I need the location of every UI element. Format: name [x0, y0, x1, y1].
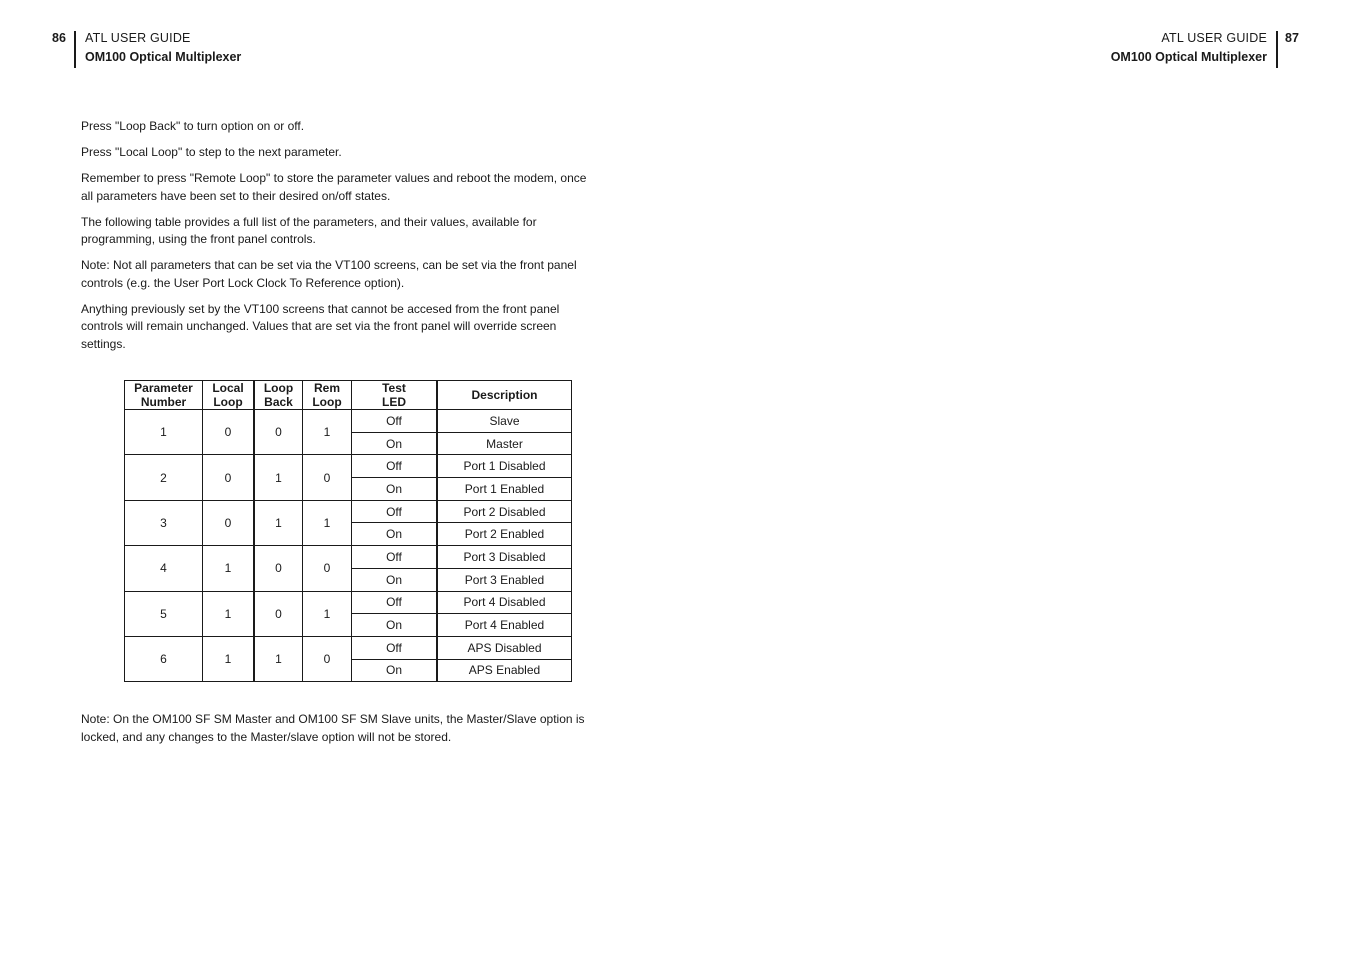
header-rem-loop: Rem Loop: [303, 381, 352, 410]
cell-test-led: On: [352, 432, 438, 455]
cell-rem-loop: 1: [303, 591, 352, 636]
table-row: [125, 546, 572, 569]
cell-description: Port 1 Enabled: [437, 478, 572, 501]
paragraph-local-loop: Press "Local Loop" to step to the next parameter.: [81, 145, 342, 159]
cell-description: Port 4 Disabled: [437, 591, 572, 614]
cell-test-led: On: [352, 478, 438, 501]
cell-description: Port 2 Disabled: [437, 500, 572, 523]
header-description: Description: [437, 381, 572, 410]
cell-parameter-number: 5: [125, 591, 203, 636]
header-loop-back: Loop Back: [254, 381, 303, 410]
cell-description: Port 1 Disabled: [437, 455, 572, 478]
header-test-led: Test LED: [352, 381, 438, 410]
cell-local-loop: 1: [203, 546, 255, 591]
table-row: [125, 636, 572, 659]
cell-test-led: Off: [352, 410, 438, 433]
cell-local-loop: 1: [203, 591, 255, 636]
cell-description: APS Enabled: [437, 659, 572, 682]
body-text: [81, 118, 593, 362]
table-row: [125, 455, 572, 478]
header-parameter-number: Parameter Number: [125, 381, 203, 410]
table-header-row: [125, 381, 572, 410]
cell-test-led: On: [352, 614, 438, 637]
cell-local-loop: 0: [203, 455, 255, 500]
cell-loop-back: 1: [254, 455, 303, 500]
cell-test-led: On: [352, 523, 438, 546]
table-row: [125, 410, 572, 433]
header-local-loop: Local Loop: [203, 381, 255, 410]
paragraph-table-intro: The following table provides a full list of the parameters, and their values, available for programming, using the front panel controls.: [81, 214, 537, 246]
cell-test-led: On: [352, 659, 438, 682]
cell-test-led: Off: [352, 636, 438, 659]
paragraph-note-vt100: Note: Not all parameters that can be set via the VT100 screens, can be set via the front panel controls (e.g. the User Port Lock Clock To Reference option).: [81, 258, 577, 290]
cell-rem-loop: 0: [303, 636, 352, 681]
cell-description: Slave: [437, 410, 572, 433]
cell-test-led: On: [352, 568, 438, 591]
cell-test-led: Off: [352, 591, 438, 614]
parameter-table: [124, 380, 572, 682]
cell-parameter-number: 1: [125, 410, 203, 455]
cell-description: Port 4 Enabled: [437, 614, 572, 637]
cell-rem-loop: 1: [303, 410, 352, 455]
page-number-left: 86: [52, 31, 66, 45]
cell-rem-loop: 1: [303, 500, 352, 545]
cell-loop-back: 1: [254, 500, 303, 545]
cell-description: Port 3 Enabled: [437, 568, 572, 591]
header-divider-left: [74, 31, 76, 68]
cell-local-loop: 1: [203, 636, 255, 681]
cell-description: APS Disabled: [437, 636, 572, 659]
guide-title-left: ATL USER GUIDE: [85, 31, 191, 45]
cell-parameter-number: 3: [125, 500, 203, 545]
page-number-right: 87: [1285, 31, 1299, 45]
paragraph-override: Anything previously set by the VT100 screens that cannot be accesed from the front panel controls will remain unchanged. Values that are set via the front panel will override screen settings.: [81, 301, 560, 351]
cell-description: Port 2 Enabled: [437, 523, 572, 546]
table-row: [125, 591, 572, 614]
cell-description: Port 3 Disabled: [437, 546, 572, 569]
cell-parameter-number: 4: [125, 546, 203, 591]
cell-parameter-number: 2: [125, 455, 203, 500]
paragraph-remote-loop: Remember to press "Remote Loop" to store the parameter values and reboot the modem, once all parameters have been set to their desired on/off states.: [81, 171, 587, 203]
cell-test-led: Off: [352, 500, 438, 523]
cell-test-led: Off: [352, 546, 438, 569]
product-title-right: OM100 Optical Multiplexer: [1110, 50, 1267, 64]
table-row: [125, 500, 572, 523]
cell-loop-back: 0: [254, 546, 303, 591]
header-divider-right: [1276, 31, 1278, 68]
cell-loop-back: 0: [254, 591, 303, 636]
paragraph-loop-back: Press "Loop Back" to turn option on or off.: [81, 119, 305, 133]
product-title-left: OM100 Optical Multiplexer: [85, 50, 242, 64]
cell-loop-back: 0: [254, 410, 303, 455]
cell-local-loop: 0: [203, 500, 255, 545]
cell-description: Master: [437, 432, 572, 455]
guide-title-right: ATL USER GUIDE: [1161, 31, 1267, 45]
master-slave-note: Note: On the OM100 SF SM Master and OM100 SF SM Slave units, the Master/Slave option is locked, and any changes to the Master/slave option will not be stored.: [81, 712, 585, 744]
cell-rem-loop: 0: [303, 455, 352, 500]
cell-test-led: Off: [352, 455, 438, 478]
cell-local-loop: 0: [203, 410, 255, 455]
cell-rem-loop: 0: [303, 546, 352, 591]
cell-loop-back: 1: [254, 636, 303, 681]
cell-parameter-number: 6: [125, 636, 203, 681]
